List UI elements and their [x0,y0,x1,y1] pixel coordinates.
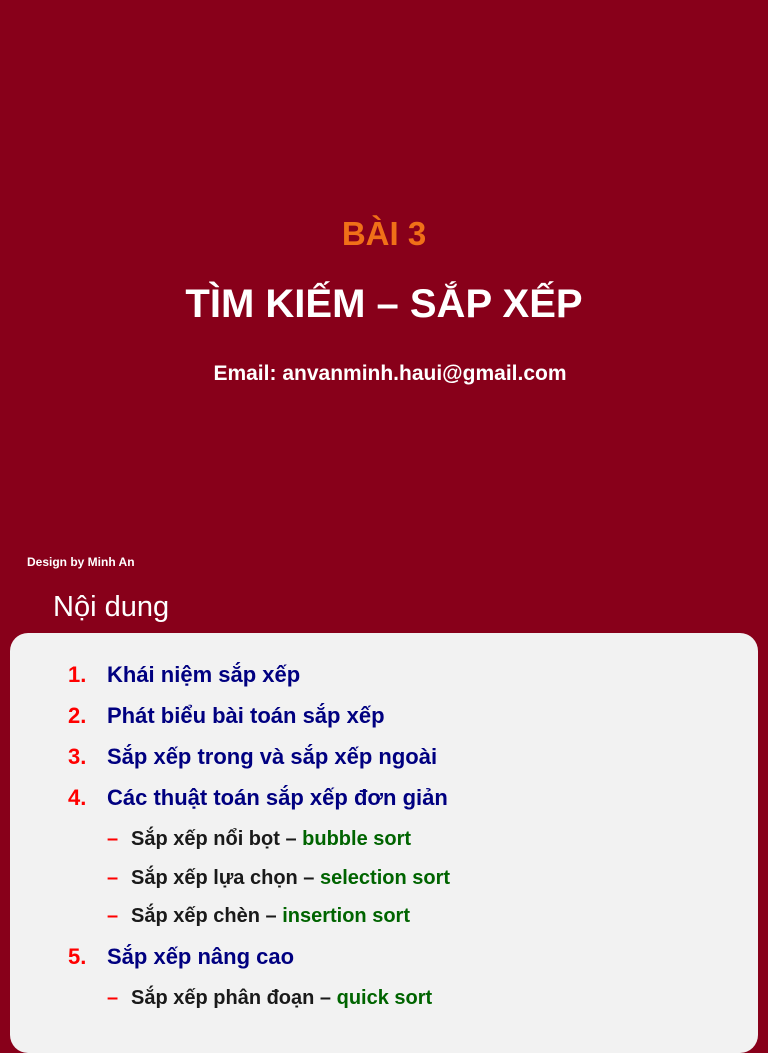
item-label: Sắp xếp trong và sắp xếp ngoài [107,744,438,769]
sub-item-separator: – [279,828,303,850]
content-box [10,633,758,1053]
sub-bullet: – [107,905,119,927]
lesson-number: BÀI 3 [341,215,427,252]
item-label: Các thuật toán sắp xếp đơn giản [107,785,448,810]
sub-bullet: – [107,828,119,850]
email-address[interactable]: anvanminh.haui@gmail.com [282,362,567,385]
design-credit: Design by Minh An [27,555,135,569]
sub-item-vn: Sắp xếp phân đoạn [131,987,315,1009]
sub-item-en: selection sort [320,867,451,889]
slide-title: TÌM KIẾM – SẮP XẾP [185,282,583,326]
item-number: 2. [68,703,87,728]
sub-item-text [131,825,411,853]
sub-item-text [131,984,432,1012]
item-label: Sắp xếp nâng cao [107,944,295,969]
sub-bullet: – [107,987,119,1009]
sub-item-vn: Sắp xếp nổi bọt [131,828,280,850]
sub-item-en: bubble sort [302,828,412,850]
item-label: Phát biểu bài toán sắp xếp [107,703,385,728]
section-heading: Nội dung [53,591,170,623]
sub-bullet: – [107,867,119,889]
item-number: 5. [68,944,87,969]
sub-item-text [131,864,450,892]
sub-item-vn: Sắp xếp chèn [131,905,260,927]
sub-item-separator: – [314,987,337,1009]
sub-item-text [131,902,410,930]
sub-item-en: insertion sort [282,905,410,927]
contents-slide [0,540,768,1024]
sub-item-separator: – [259,905,283,927]
item-number: 1. [68,662,87,687]
email-line [6,360,768,388]
sub-item-vn: Sắp xếp lựa chọn [131,867,298,889]
item-number: 4. [68,785,87,810]
sub-item-separator: – [297,867,320,889]
email-label: Email: [213,362,277,385]
item-label: Khái niệm sắp xếp [107,662,301,687]
item-number: 3. [68,744,87,769]
sub-item-en: quick sort [336,987,433,1009]
